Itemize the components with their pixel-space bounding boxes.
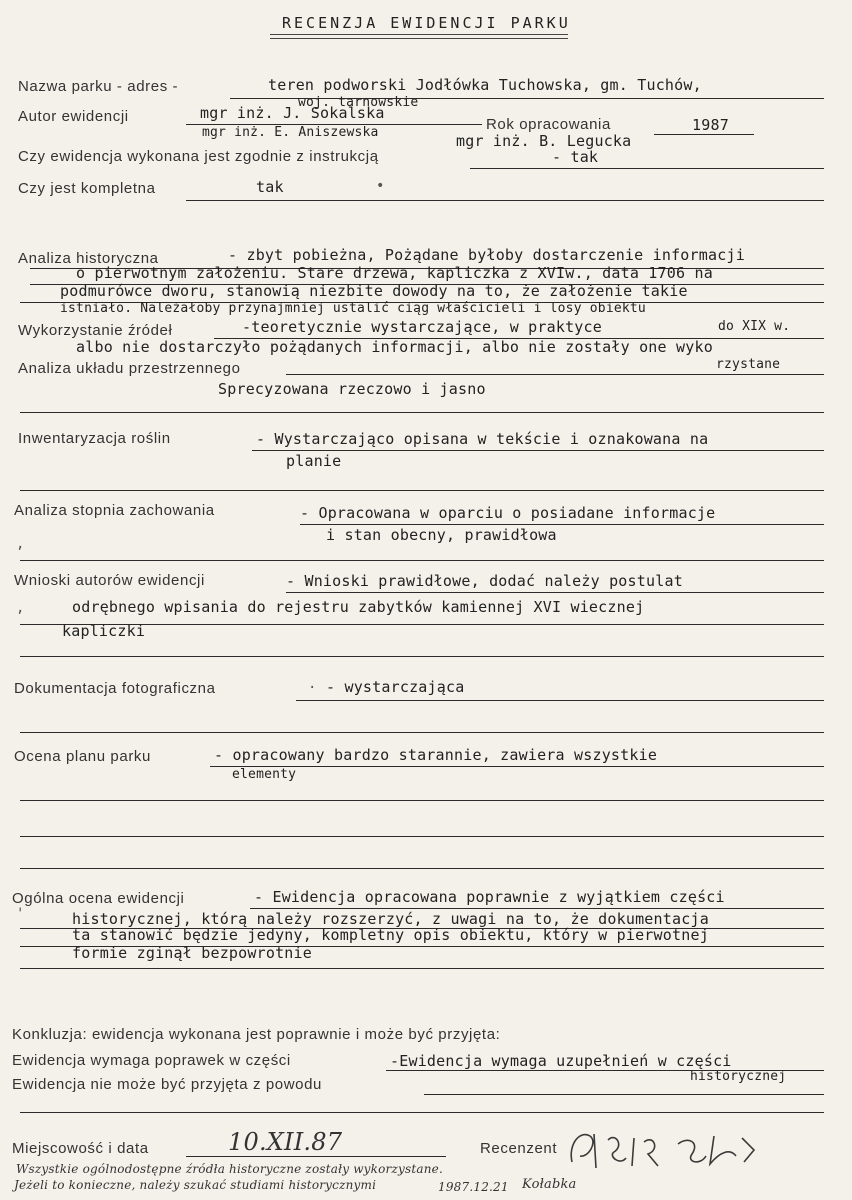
preservation-rule-2: [20, 560, 824, 561]
historical-line-4: istniało. Należałoby przynajmniej ustalić ciąg właścicieli i losy obiektu: [60, 301, 646, 316]
conclusion-corrections-cont: historycznej: [690, 1069, 787, 1084]
year-label: Rok opracowania: [486, 116, 611, 133]
complete-value: tak: [256, 178, 284, 196]
plan-line-1: - opracowany bardzo starannie, zawiera wszystkie: [214, 746, 658, 764]
conclusion-corrections-value: -Ewidencja wymaga uzupełnień w części: [390, 1052, 732, 1070]
stray-dot: ·: [308, 680, 317, 696]
conclusions-line-2: odrębnego wpisania do rejestru zabytków kamiennej XVI wiecznej: [72, 598, 645, 616]
layout-label: Analiza układu przestrzennego: [18, 360, 241, 377]
sources-label: Wykorzystanie źródeł: [18, 322, 173, 339]
conclusions-line-1: - Wnioski prawidłowe, dodać należy postulat: [286, 572, 683, 590]
historical-line-1: - zbyt pobieżna, Pożądane byłoby dostarczenie informacji: [228, 246, 745, 264]
park-name-value: teren podworski Jodłówka Tuchowska, gm. Tuchów,: [268, 76, 702, 94]
plan-rule-1: [210, 766, 824, 767]
conclusion-reject-rule: [424, 1094, 824, 1095]
place-date-value: 10.XII.87: [228, 1128, 343, 1156]
conclusion-accept: Konkluzja: ewidencja wykonana jest poprawnie i może być przyjęta:: [12, 1026, 501, 1043]
conclusion-corrections-label: Ewidencja wymaga poprawek w części: [12, 1052, 291, 1069]
inventory-rule-2: [20, 490, 824, 491]
overall-rule-1: [250, 908, 824, 909]
author-2-value: mgr inż. E. Aniszewska: [202, 125, 379, 140]
inventory-line-1: - Wystarczająco opisana w tekście i oznakowana na: [256, 430, 709, 448]
sources-line-2: albo nie dostarczyło pożądanych informacji, albo nie zostały one wyko: [76, 338, 713, 356]
conclusions-label: Wnioski autorów ewidencji: [14, 572, 205, 589]
handwritten-note-2: Jeżeli to konieczne, należy szukać studiami historycznymi: [14, 1178, 377, 1192]
overall-line-4: formie zginął bezpowrotnie: [72, 944, 312, 962]
conclusions-line-3: kapliczki: [62, 622, 146, 640]
sources-line-3: rzystane: [716, 357, 781, 372]
year-value: 1987: [692, 116, 729, 134]
stray-mark: •: [376, 178, 385, 194]
inventory-label: Inwentaryzacja roślin: [18, 430, 171, 447]
title-double-underline: [270, 34, 568, 39]
inventory-rule-1: [252, 450, 824, 451]
historical-line-2: o pierwotnym założeniu. Stare drzewa, kapliczka z XVIw., data 1706 na: [76, 264, 713, 282]
margin-mark: ,: [16, 536, 25, 552]
preservation-label: Analiza stopnia zachowania: [14, 502, 215, 519]
instruction-label: Czy ewidencja wykonana jest zgodnie z instrukcją: [18, 148, 379, 165]
handwritten-note-1: Wszystkie ogólnodostępne źródła historyczne zostały wykorzystane.: [16, 1162, 443, 1176]
instruction-rule: [470, 168, 824, 169]
photo-label: Dokumentacja fotograficzna: [14, 680, 216, 697]
photo-rule-1: [296, 700, 824, 701]
conclusions-rule-1: [286, 592, 824, 593]
park-voivodeship-value: woj. tarnowskie: [298, 95, 419, 110]
overall-line-3: ta stanowić będzie jedyny, kompletny opis obiektu, który w pierwotnej: [72, 926, 709, 944]
handwritten-note-sign: Kołabka: [522, 1177, 577, 1192]
park-name-label: Nazwa parku - adres -: [18, 78, 179, 95]
reviewer-signature: [560, 1122, 770, 1176]
layout-value: Sprecyzowana rzeczowo i jasno: [218, 380, 486, 398]
plan-rule-4: [20, 868, 824, 869]
photo-value: - wystarczająca: [326, 678, 465, 696]
handwritten-note-date: 1987.12.21: [438, 1180, 509, 1194]
layout-rule-2: [20, 412, 824, 413]
author-1-value: mgr inż. J. Sokalska: [200, 104, 385, 122]
conclusion-rule: [20, 1112, 824, 1113]
preservation-line-1: - Opracowana w oparciu o posiadane informacje: [300, 504, 716, 522]
preservation-rule-1: [300, 524, 824, 525]
historical-line-5: do XIX w.: [718, 319, 791, 334]
year-rule: [654, 134, 754, 135]
plan-label: Ocena planu parku: [14, 748, 151, 765]
conclusions-rule-3: [20, 656, 824, 657]
inventory-line-2: planie: [286, 452, 342, 470]
conclusion-reject: Ewidencja nie może być przyjęta z powodu: [12, 1076, 322, 1093]
overall-rule-4: [20, 968, 824, 969]
overall-line-2: historycznej, którą należy rozszerzyć, z uwagi na to, że dokumentacja: [72, 910, 709, 928]
plan-rule-3: [20, 836, 824, 837]
complete-label: Czy jest kompletna: [18, 180, 156, 197]
margin-mark-2: ,: [16, 600, 25, 616]
plan-line-2: elementy: [232, 767, 297, 782]
layout-rule-1: [286, 374, 824, 375]
author-3-value: mgr inż. B. Legucka: [456, 132, 632, 150]
plan-rule-2: [20, 800, 824, 801]
complete-rule: [186, 200, 824, 201]
sources-line-1: -teoretycznie wystarczające, w praktyce: [242, 318, 602, 336]
margin-mark-3: ': [16, 906, 25, 922]
overall-label: Ogólna ocena ewidencji: [12, 890, 185, 907]
preservation-line-2: i stan obecny, prawidłowa: [326, 526, 557, 544]
place-date-rule: [186, 1156, 446, 1157]
reviewer-label: Recenzent: [480, 1140, 558, 1157]
photo-rule-2: [20, 732, 824, 733]
instruction-value: - tak: [552, 148, 599, 166]
author-label: Autor ewidencji: [18, 108, 129, 125]
historical-label: Analiza historyczna: [18, 250, 159, 267]
form-title: RECENZJA EWIDENCJI PARKU: [282, 14, 571, 32]
place-date-label: Miejscowość i data: [12, 1140, 149, 1157]
overall-line-1: - Ewidencja opracowana poprawnie z wyjątkiem części: [254, 888, 725, 906]
historical-line-3: podmurówce dworu, stanowią niezbite dowody na to, że założenie takie: [60, 282, 688, 300]
